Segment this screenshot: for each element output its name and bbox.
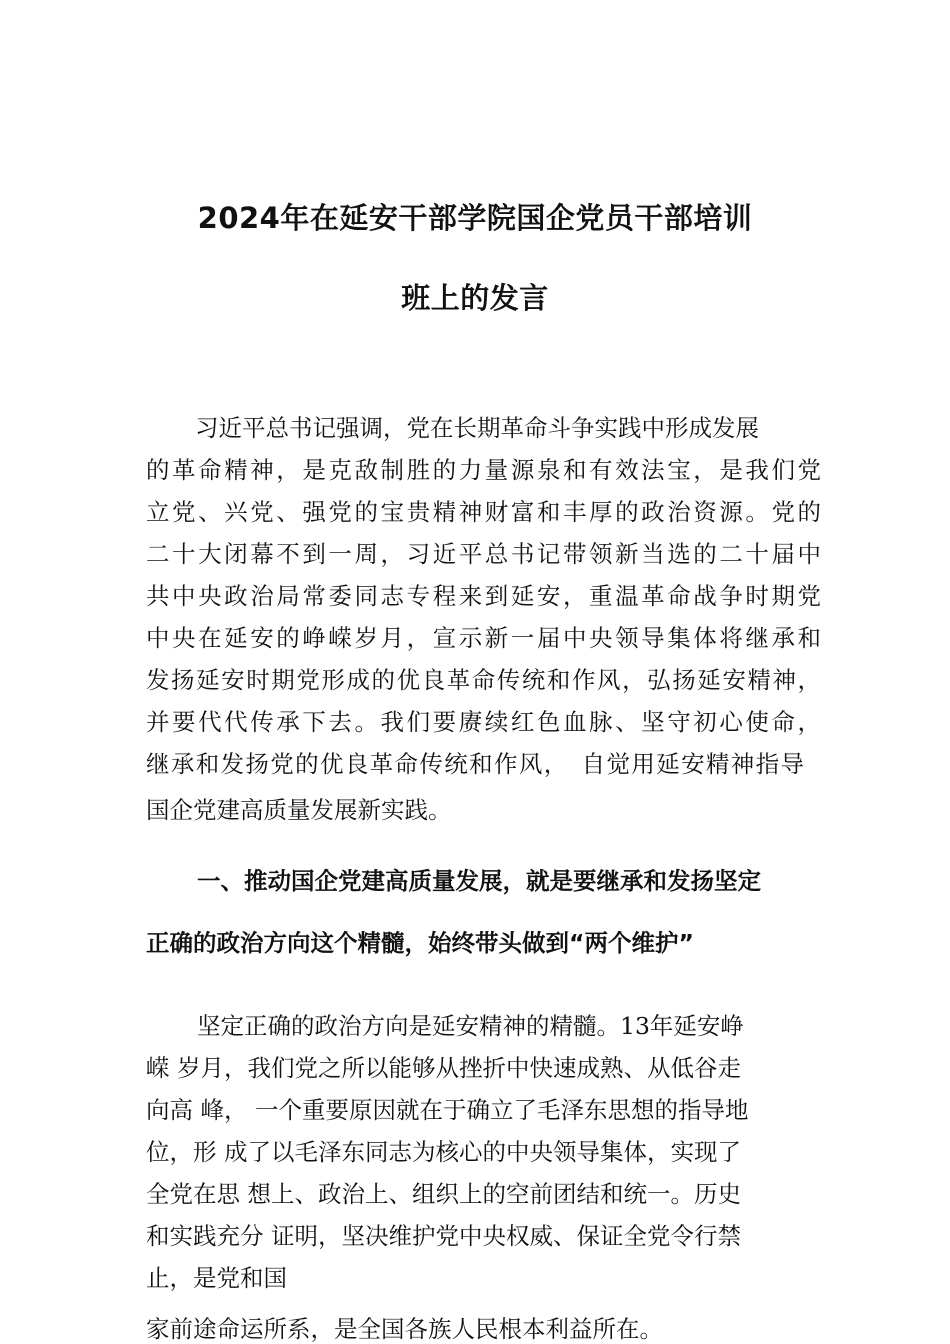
paragraph-2-line-6: 和实践充分 证明，坚决维护党中央权威、保证全党令行禁 bbox=[146, 1222, 741, 1250]
paragraph-2-line-4: 位，形 成了以毛泽东同志为核心的中央领导集体，实现了 bbox=[146, 1138, 741, 1166]
paragraph-1-line-4: 二十大闭幕不到一周，习近平总书记带领新当选的二十届中 bbox=[146, 540, 821, 568]
paragraph-1-line-3: 立党、兴党、强党的宝贵精神财富和丰厚的政治资源。党的 bbox=[146, 498, 821, 526]
document-title-line-2: 班上的发言 bbox=[401, 281, 549, 315]
paragraph-2-line-5: 全党在思 想上、政治上、组织上的空前团结和统一。历史 bbox=[146, 1180, 741, 1208]
paragraph-2-line-8: 家前途命运所系，是全国各族人民根本利益所在。 bbox=[146, 1315, 663, 1343]
section-heading-line-1: 一、推动国企党建高质量发展，就是要继承和发扬坚定 bbox=[197, 867, 761, 895]
paragraph-1-line-8: 并要代代传承下去。我们要赓续红色血脉、坚守初心使命， bbox=[146, 708, 821, 736]
section-heading-line-2: 正确的政治方向这个精髓，始终带头做到“两个维护” bbox=[146, 929, 694, 957]
paragraph-1-line-2: 的革命精神，是克敌制胜的力量源泉和有效法宝，是我们党 bbox=[146, 456, 821, 484]
document-title-line-1: 2024年在延安干部学院国企党员干部培训 bbox=[197, 201, 753, 235]
paragraph-2-line-3: 向高 峰， 一个重要原因就在于确立了毛泽东思想的指导地 bbox=[146, 1096, 749, 1124]
paragraph-2-line-2: 嵘 岁月，我们党之所以能够从挫折中快速成熟、从低谷走 bbox=[146, 1054, 741, 1082]
paragraph-1-line-6: 中央在延安的峥嵘岁月，宣示新一届中央领导集体将继承和 bbox=[146, 624, 821, 652]
paragraph-2-line-7: 止，是党和国 bbox=[146, 1264, 287, 1292]
paragraph-2-line-1: 坚定正确的政治方向是延安精神的精髓。13年延安峥 bbox=[197, 1012, 744, 1040]
paragraph-1-line-9: 继承和发扬党的优良革命传统和作风， 自觉用延安精神指导 bbox=[146, 750, 804, 778]
paragraph-1-line-5: 共中央政治局常委同志专程来到延安，重温革命战争时期党 bbox=[146, 582, 821, 610]
paragraph-1-line-1: 习近平总书记强调，党在长期革命斗争实践中形成发展 bbox=[195, 414, 759, 442]
paragraph-1-line-10: 国企党建高质量发展新实践。 bbox=[146, 796, 452, 824]
paragraph-1-line-7: 发扬延安时期党形成的优良革命传统和作风，弘扬延安精神， bbox=[146, 666, 821, 694]
